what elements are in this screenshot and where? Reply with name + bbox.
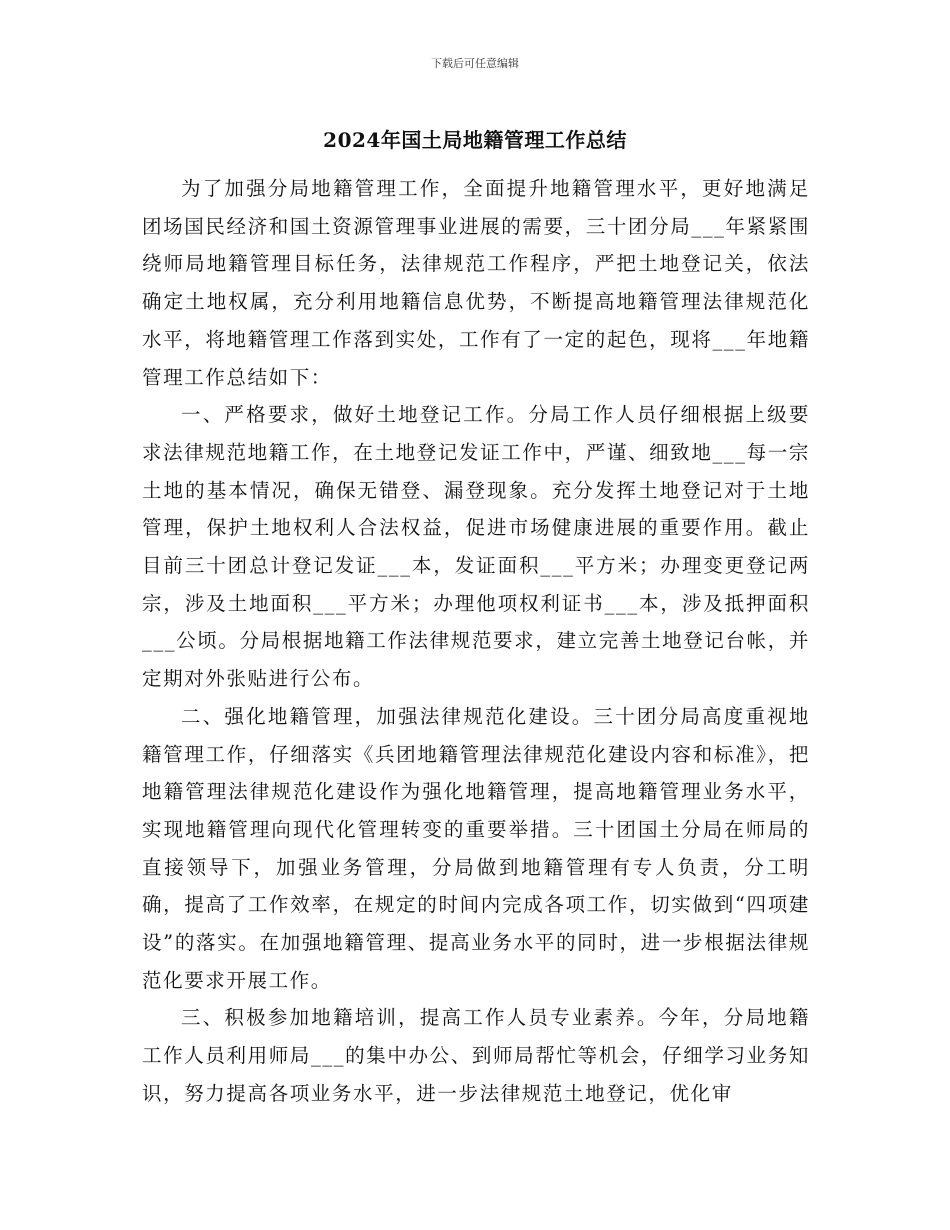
paragraph-intro: 为了加强分局地籍管理工作，全面提升地籍管理水平，更好地满足团场国民经济和国土资源管理事业进展的需要，三十团分局___年紧紧围绕师局地籍管理目标任务，法律规范工作程序，严把土地登记关，依法确定土地权属，充分利用地籍信息优势，不断提高地籍管理法律规范化水平，将地籍管理工作落到实处，工作有了一定的起色，现将___年地籍管理工作总结如下：	[142, 177, 810, 389]
paragraph-section-1: 一、严格要求，做好土地登记工作。分局工作人员仔细根据上级要求法律规范地籍工作，在土地登记发证工作中，严谨、细致地___每一宗土地的基本情况，确保无错登、漏登现象。充分发挥土地登记对于土地管理，保护土地权利人合法权益，促进市场健康进展的重要作用。截止目前三十团总计登记发证___本，发证面积___平方米；办理变更登记两宗，涉及土地面积___平方米；办理他项权利证书___本，涉及抵押面积___公顷。分局根据地籍工作法律规范要求，建立完善土地登记台帐，并定期对外张贴进行公布。	[142, 403, 810, 691]
document-title: 2024年国土局地籍管理工作总结	[323, 128, 627, 152]
paragraph-section-2: 二、强化地籍管理，加强法律规范化建设。三十团分局高度重视地籍管理工作，仔细落实《兵团地籍管理法律规范化建设内容和标准》，把地籍管理法律规范化建设作为强化地籍管理，提高地籍管理业务水平，实现地籍管理向现代化管理转变的重要举措。三十团国土分局在师局的直接领导下，加强业务管理，分局做到地籍管理有专人负责，分工明确，提高了工作效率，在规定的时间内完成各项工作，切实做到“四项建设”的落实。在加强地籍管理、提高业务水平的同时，进一步根据法律规范化要求开展工作。	[142, 704, 810, 992]
document-body	[142, 170, 810, 1113]
page-header-note: 下载后可任意编辑	[431, 57, 519, 70]
paragraph-section-3: 三、积极参加地籍培训，提高工作人员专业素养。今年，分局地籍工作人员利用师局___的集中办公、到师局帮忙等机会，仔细学习业务知识，努力提高各项业务水平，进一步法律规范土地登记，优化审	[142, 1006, 810, 1105]
